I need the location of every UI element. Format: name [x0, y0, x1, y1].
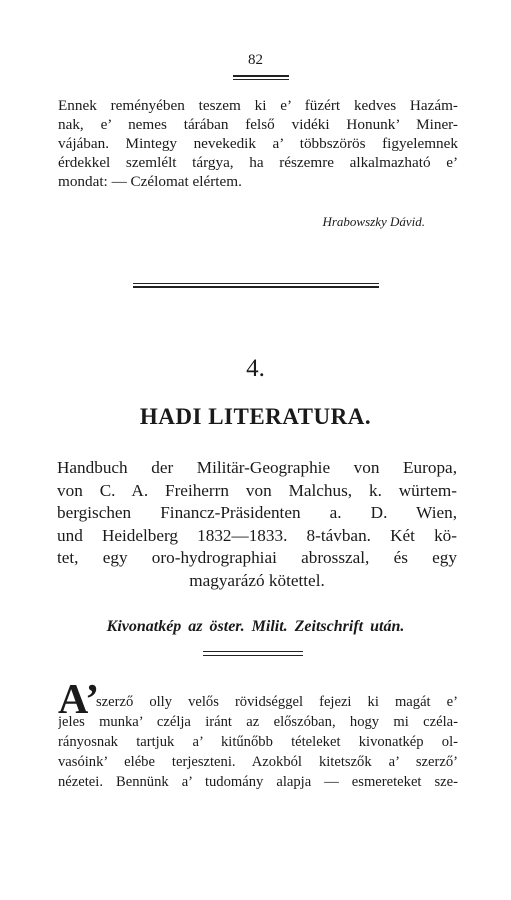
text-line: nézetei. Bennünk a’ tudomány alapja — esmereteket sze- [58, 774, 458, 790]
text-line: jeles munka’ czélja iránt az előszóban, hogy mi czéla- [58, 714, 458, 730]
text-line: vasóink’ elébe terjeszteni. Azokból kitetszők a’ szerző’ [58, 754, 458, 770]
book-line: Handbuch der Militär-Geographie von Europa, [57, 458, 457, 477]
section-divider [133, 283, 379, 284]
book-line: von C. A. Freiherrn von Malchus, k. würtem- [57, 480, 457, 500]
text-line: nak, e’ nemes tárában felső vidéki Honunk’ Miner- [58, 116, 458, 133]
text-line: érdekkel szemlélt tárgya, ha részemre alkalmazható e’ [58, 154, 458, 171]
book-line: tet, egy oro-hydrographiai abrosszal, és egy [57, 548, 457, 567]
text-line: szerző olly velős rövidséggel fejezi ki magát e’ [96, 694, 458, 710]
top-paragraph [58, 96, 458, 191]
text-line: Ennek reményében teszem ki e’ füzért kedves Hazám- [58, 97, 458, 114]
book-line: magyarázó kötettel. [189, 570, 325, 590]
book-line: und Heidelberg 1832—1833. 8-távban. Két kö- [57, 525, 457, 545]
header-rule-thin [233, 79, 289, 80]
section-number: 4. [246, 355, 265, 382]
signature: Hrabowszky Dávid. [322, 214, 425, 229]
source-rule [203, 651, 303, 652]
header-rule [233, 75, 289, 77]
page-number: 82 [248, 52, 263, 68]
source-rule-thin [203, 655, 303, 656]
body-paragraph [58, 692, 458, 792]
text-line: rányosnak tartjuk a’ kitűnőbb tételeket kivonatkép ol- [58, 734, 458, 750]
section-divider-thick [133, 286, 379, 288]
text-line: mondat: — Czélomat elértem. [58, 173, 242, 190]
drop-cap: A’ [58, 677, 100, 723]
book-line: bergischen Financz-Präsidenten a. D. Wien, [57, 503, 457, 522]
section-title: HADI LITERATURA. [139, 404, 372, 429]
text-line: vájában. Mintegy nevekedik a’ többszörös figyelemnek [58, 135, 458, 152]
source-note: Kivonatkép az öster. Milit. Zeitschrift után. [106, 618, 405, 635]
book-entry [57, 457, 457, 592]
